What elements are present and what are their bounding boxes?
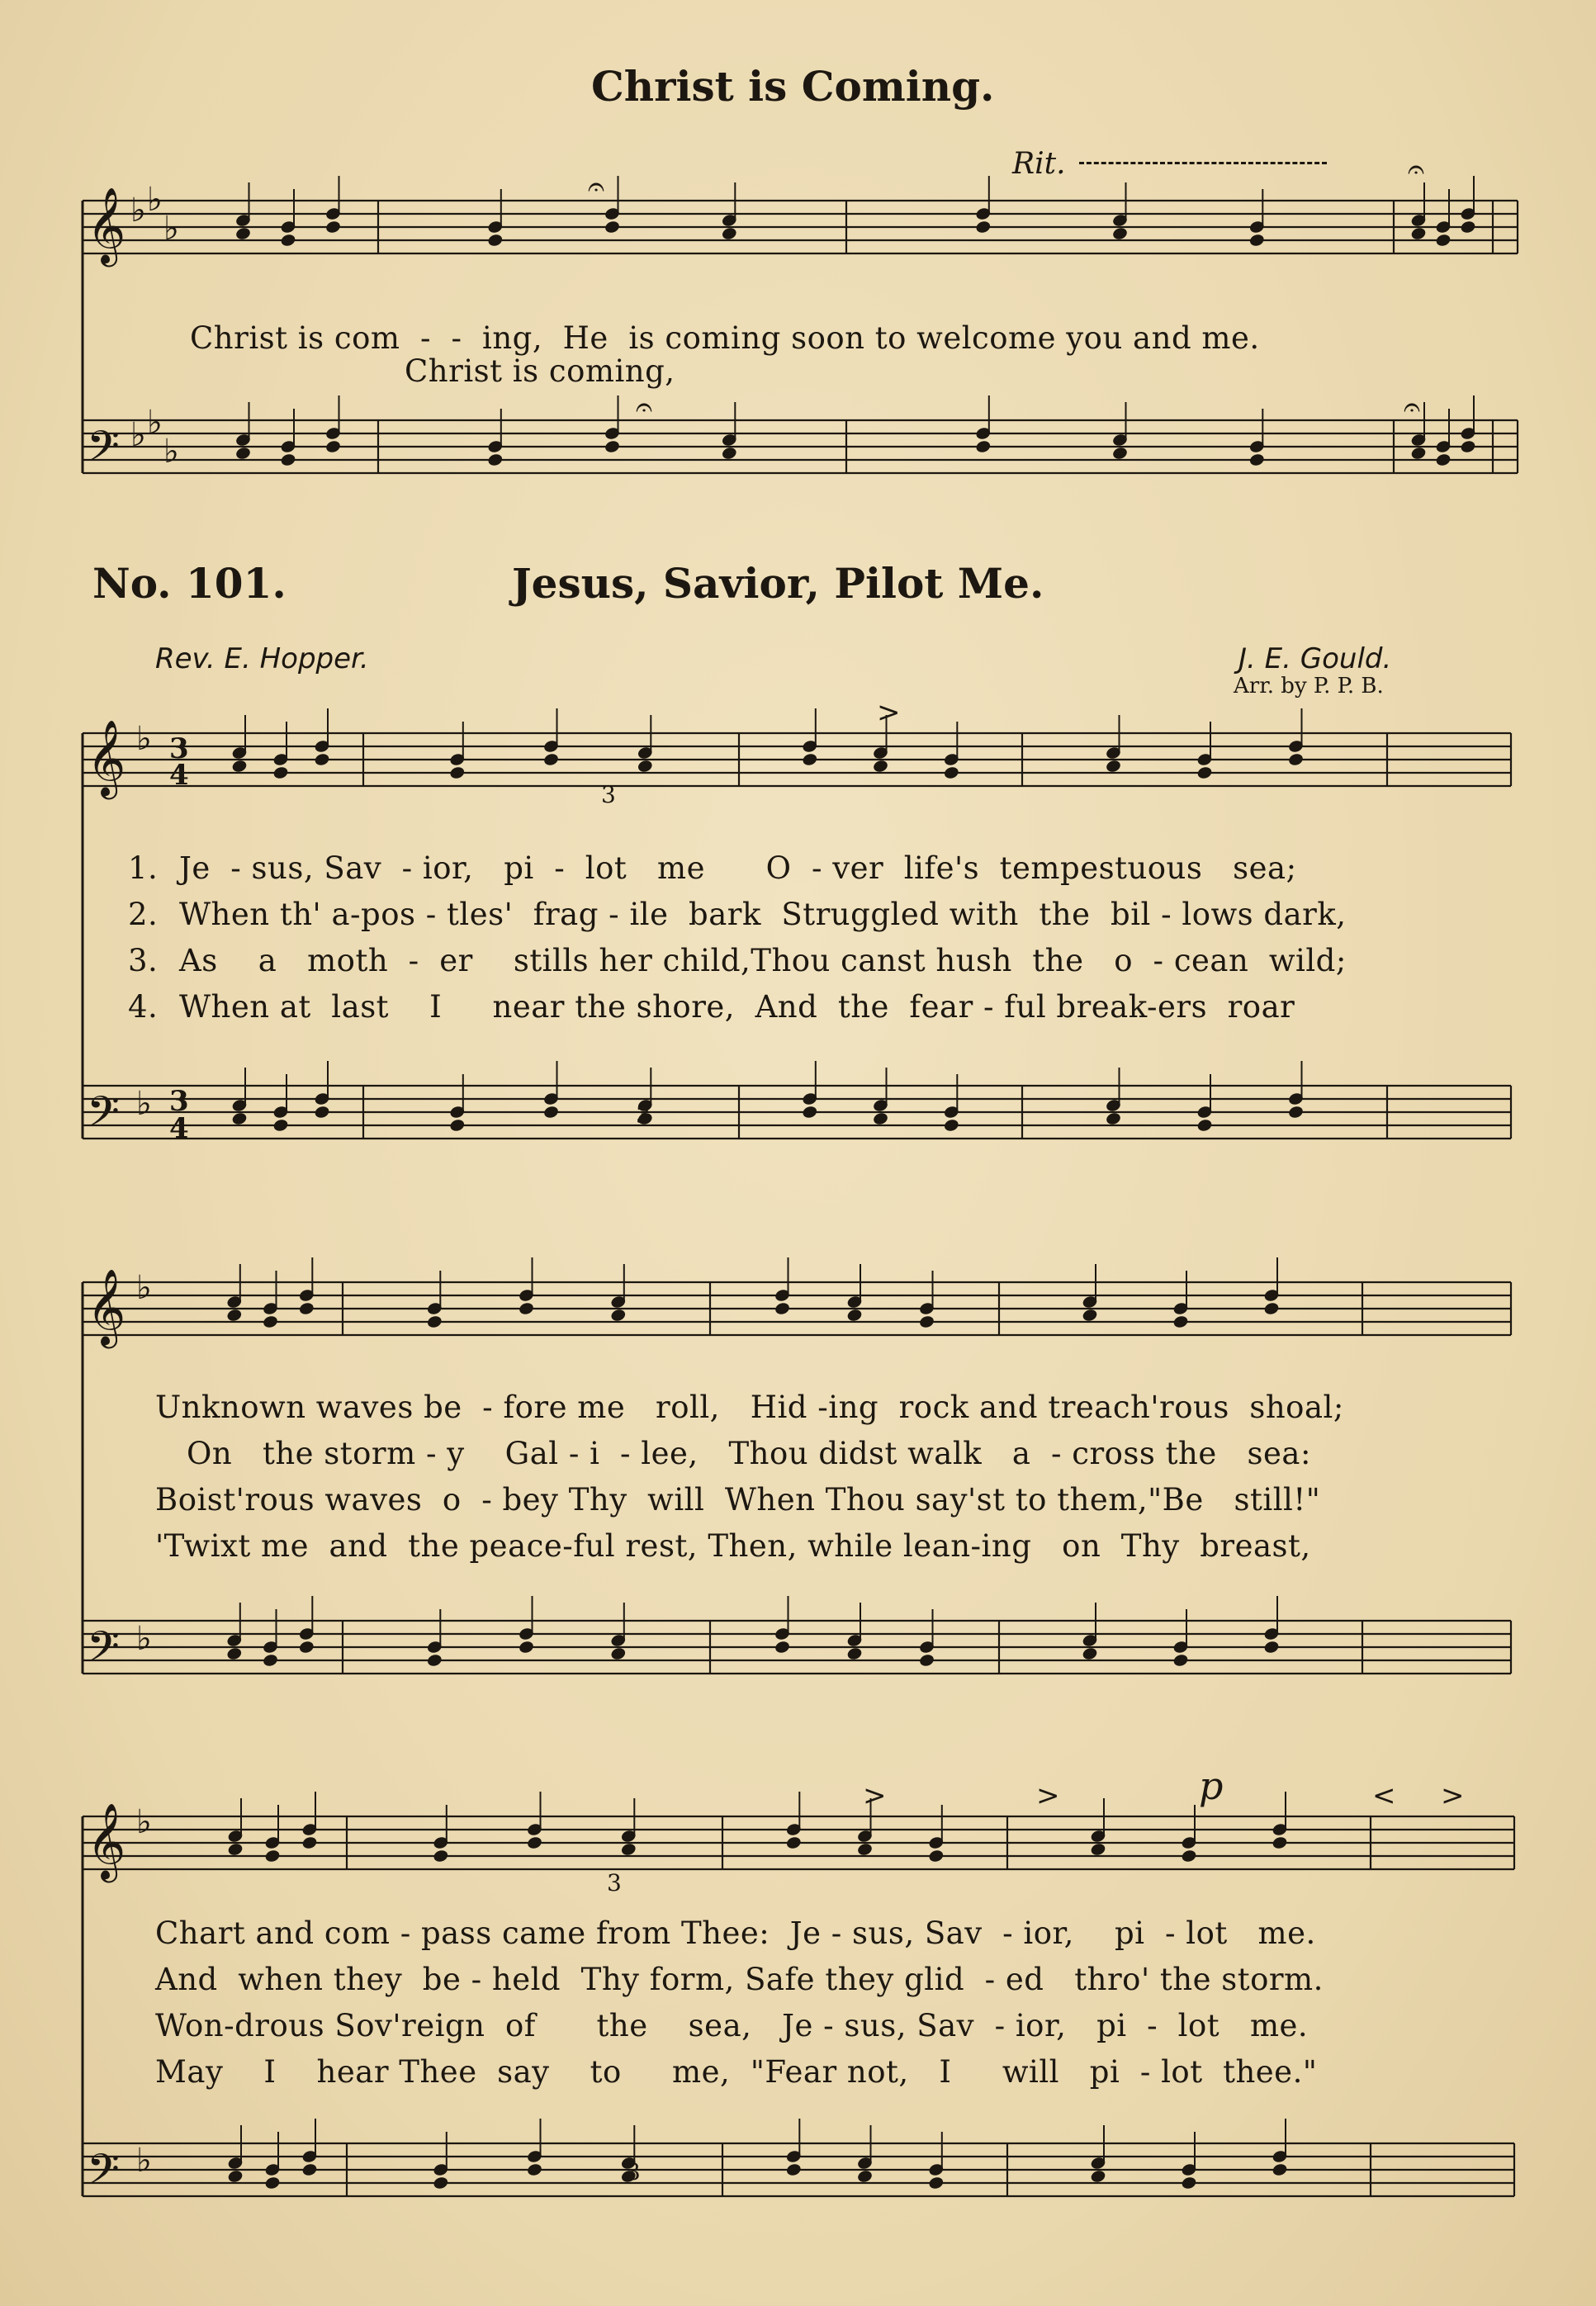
notehead [325, 440, 341, 454]
notehead [1090, 1843, 1106, 1857]
notehead [1172, 1315, 1188, 1329]
notehead [1460, 440, 1475, 454]
notehead [975, 220, 991, 234]
verse-line: May I hear Thee say to me, "Fear not, I will pi - lot thee." [155, 2054, 1318, 2090]
notehead [722, 447, 737, 461]
notehead [604, 440, 620, 454]
svg-text:4: 4 [169, 759, 189, 792]
notehead [527, 2163, 542, 2177]
verse-number: 3. [128, 943, 159, 978]
top-hymn-lyric: Christ is com - - ing, He is coming soon to welcome you and me. [190, 320, 1260, 356]
notehead [873, 760, 888, 774]
notehead [610, 1309, 626, 1323]
notehead [774, 1641, 790, 1655]
ritardando-dashes [1079, 162, 1327, 164]
notehead [543, 753, 559, 767]
svg-text:𝄞: 𝄞 [87, 719, 126, 796]
notehead [802, 1106, 817, 1120]
notehead [226, 1309, 242, 1323]
notehead [637, 760, 653, 774]
notehead [235, 227, 251, 241]
svg-text:♭: ♭ [130, 416, 146, 454]
notehead [621, 1843, 637, 1857]
notehead [786, 2163, 802, 2177]
notehead [231, 1112, 247, 1126]
svg-text:4: 4 [169, 1112, 189, 1145]
notehead [519, 1641, 534, 1655]
notehead [1090, 2170, 1106, 2184]
notehead [280, 453, 296, 467]
svg-text:♭: ♭ [136, 1620, 152, 1658]
verse-line: 'Twixt me and the peace-ful rest, Then, while lean-ing on Thy breast, [155, 1528, 1311, 1564]
svg-text:>: > [863, 1779, 887, 1812]
verse-line: Won-drous Sov'reign of the sea, Je - sus, Sav - ior, pi - lot me. [155, 2008, 1309, 2043]
notehead [1460, 220, 1475, 234]
dynamic-marking: p [1199, 1764, 1224, 1808]
top-hymn-alto-lyric: Christ is coming, [405, 353, 675, 389]
notehead [299, 1302, 315, 1316]
verse-number: 4. [128, 989, 159, 1025]
hymn-number: No. 101. [92, 559, 287, 608]
svg-text:3: 3 [169, 732, 189, 765]
svg-text:♭: ♭ [136, 1085, 152, 1123]
notehead [944, 1119, 959, 1133]
svg-text:3: 3 [626, 2158, 641, 2185]
notehead [527, 1836, 542, 1850]
notehead [449, 1119, 465, 1133]
notehead [487, 234, 503, 248]
notehead [433, 2176, 448, 2190]
notehead [928, 1849, 944, 1863]
hymn-arranger: Arr. by P. P. B. [1234, 674, 1384, 698]
notehead [928, 2176, 944, 2190]
notehead [1106, 1112, 1121, 1126]
svg-text:𝄞: 𝄞 [87, 1802, 126, 1879]
hymn-title: Jesus, Savior, Pilot Me. [512, 559, 1044, 608]
verse-number: 1. [128, 850, 159, 886]
notehead [919, 1654, 935, 1668]
verse-line: As a moth - er stills her child,Thou canst hush the o - cean wild; [179, 943, 1347, 978]
svg-text:♭: ♭ [147, 404, 163, 442]
notehead [919, 1315, 935, 1329]
svg-text:♭: ♭ [136, 1803, 152, 1841]
notehead [433, 1849, 448, 1863]
svg-text:𝄞: 𝄞 [87, 187, 126, 263]
notehead [1196, 766, 1212, 780]
notehead [264, 1849, 280, 1863]
notehead [604, 220, 620, 234]
svg-text:𝄢: 𝄢 [87, 1087, 120, 1147]
svg-text:𝄐: 𝄐 [636, 391, 653, 424]
notehead [846, 1647, 862, 1661]
notehead [610, 1647, 626, 1661]
notehead [846, 1309, 862, 1323]
notehead [1288, 1106, 1304, 1120]
hymn-author: Rev. E. Hopper. [155, 642, 369, 675]
svg-text:𝄢: 𝄢 [87, 421, 120, 481]
notehead [519, 1302, 534, 1316]
notehead [449, 766, 465, 780]
notehead [280, 234, 296, 248]
hymn-composer: J. E. Gould. [1238, 642, 1392, 675]
verse-line: On the storm - y Gal - i - lee, Thou didst walk a - cross the sea: [187, 1436, 1311, 1471]
notehead [272, 766, 288, 780]
notehead [1249, 453, 1265, 467]
svg-text:>: > [1441, 1779, 1465, 1812]
notehead [944, 766, 959, 780]
notehead [299, 1641, 315, 1655]
svg-text:𝄢: 𝄢 [87, 2144, 120, 2204]
notehead [857, 1843, 873, 1857]
staff-s2-treble [83, 1282, 1511, 1335]
notehead [1435, 453, 1451, 467]
notehead [487, 453, 503, 467]
notehead [263, 1654, 278, 1668]
svg-text:♭: ♭ [163, 210, 179, 248]
notehead [1288, 753, 1304, 767]
svg-text:𝄐: 𝄐 [588, 170, 605, 204]
svg-text:𝄐: 𝄐 [1408, 153, 1425, 187]
verse-line: Boist'rous waves o - bey Thy will When Thou say'st to them,"Be still!" [155, 1482, 1321, 1518]
verse-line: When th' a-pos - tles' frag - ile bark Struggled with the bil - lows dark, [179, 897, 1347, 932]
verse-line: Je - sus, Sav - ior, pi - lot me O - ver life's tempestuous sea; [179, 850, 1297, 886]
notehead [722, 227, 737, 241]
notehead [264, 2176, 280, 2190]
notehead [1196, 1119, 1212, 1133]
svg-text:3: 3 [601, 781, 616, 808]
notehead [873, 1112, 888, 1126]
svg-text:♭: ♭ [136, 720, 152, 758]
notehead [263, 1315, 278, 1329]
notehead [857, 2170, 873, 2184]
svg-text:𝄐: 𝄐 [1404, 391, 1421, 424]
staff-s2-bass [83, 1621, 1511, 1674]
svg-text:>: > [877, 696, 901, 729]
notehead [1172, 1654, 1188, 1668]
notehead [427, 1654, 443, 1668]
notehead [543, 1106, 559, 1120]
notehead [226, 1647, 242, 1661]
notehead [325, 220, 341, 234]
svg-text:♭: ♭ [136, 1269, 152, 1307]
svg-text:♭: ♭ [147, 181, 163, 219]
svg-text:♭: ♭ [163, 433, 179, 471]
notehead [1082, 1309, 1097, 1323]
notehead [1410, 227, 1426, 241]
svg-text:♭: ♭ [136, 2142, 152, 2180]
notehead [1435, 234, 1451, 248]
staff-top-treble [83, 201, 1518, 253]
notehead [1263, 1641, 1279, 1655]
notehead [314, 753, 329, 767]
notehead [1249, 234, 1265, 248]
notehead [1082, 1647, 1097, 1661]
notehead [774, 1302, 790, 1316]
verse-number: 2. [128, 897, 159, 932]
ritardando-marking: Rit. [1012, 147, 1066, 181]
notehead [1410, 447, 1426, 461]
notehead [301, 1836, 317, 1850]
svg-text:3: 3 [636, 1101, 651, 1129]
svg-text:3: 3 [169, 1085, 189, 1118]
notehead [1272, 2163, 1287, 2177]
notehead [975, 440, 991, 454]
staff-top-bass [83, 420, 1518, 473]
verse-line: When at last I near the shore, And the fear - ful break-ers roar [179, 989, 1295, 1025]
svg-text:>: > [1036, 1779, 1060, 1812]
notehead [1112, 227, 1128, 241]
notehead [1181, 2176, 1196, 2190]
top-hymn-title: Christ is Coming. [591, 62, 995, 111]
verse-line: Chart and com - pass came from Thee: Je - sus, Sav - ior, pi - lot me. [155, 1915, 1316, 1951]
notehead [235, 447, 251, 461]
verse-line: Unknown waves be - fore me roll, Hid -ing rock and treach'rous shoal; [155, 1390, 1344, 1425]
notehead [227, 2170, 243, 2184]
svg-text:<: < [1372, 1779, 1396, 1812]
notehead [1181, 1849, 1196, 1863]
svg-text:𝄢: 𝄢 [87, 1622, 120, 1682]
notehead [427, 1315, 443, 1329]
notehead [786, 1836, 802, 1850]
notehead [1106, 760, 1121, 774]
notehead [272, 1119, 288, 1133]
notehead [227, 1843, 243, 1857]
notehead [1263, 1302, 1279, 1316]
svg-text:𝄞: 𝄞 [87, 1268, 126, 1345]
notehead [1112, 447, 1128, 461]
notehead [301, 2163, 317, 2177]
notehead [231, 760, 247, 774]
notehead [1272, 1836, 1287, 1850]
verse-line: And when they be - held Thy form, Safe they glid - ed thro' the storm. [155, 1962, 1324, 1997]
svg-text:♭: ♭ [130, 192, 146, 230]
notehead [802, 753, 817, 767]
notehead [314, 1106, 329, 1120]
svg-text:3: 3 [607, 1869, 622, 1896]
